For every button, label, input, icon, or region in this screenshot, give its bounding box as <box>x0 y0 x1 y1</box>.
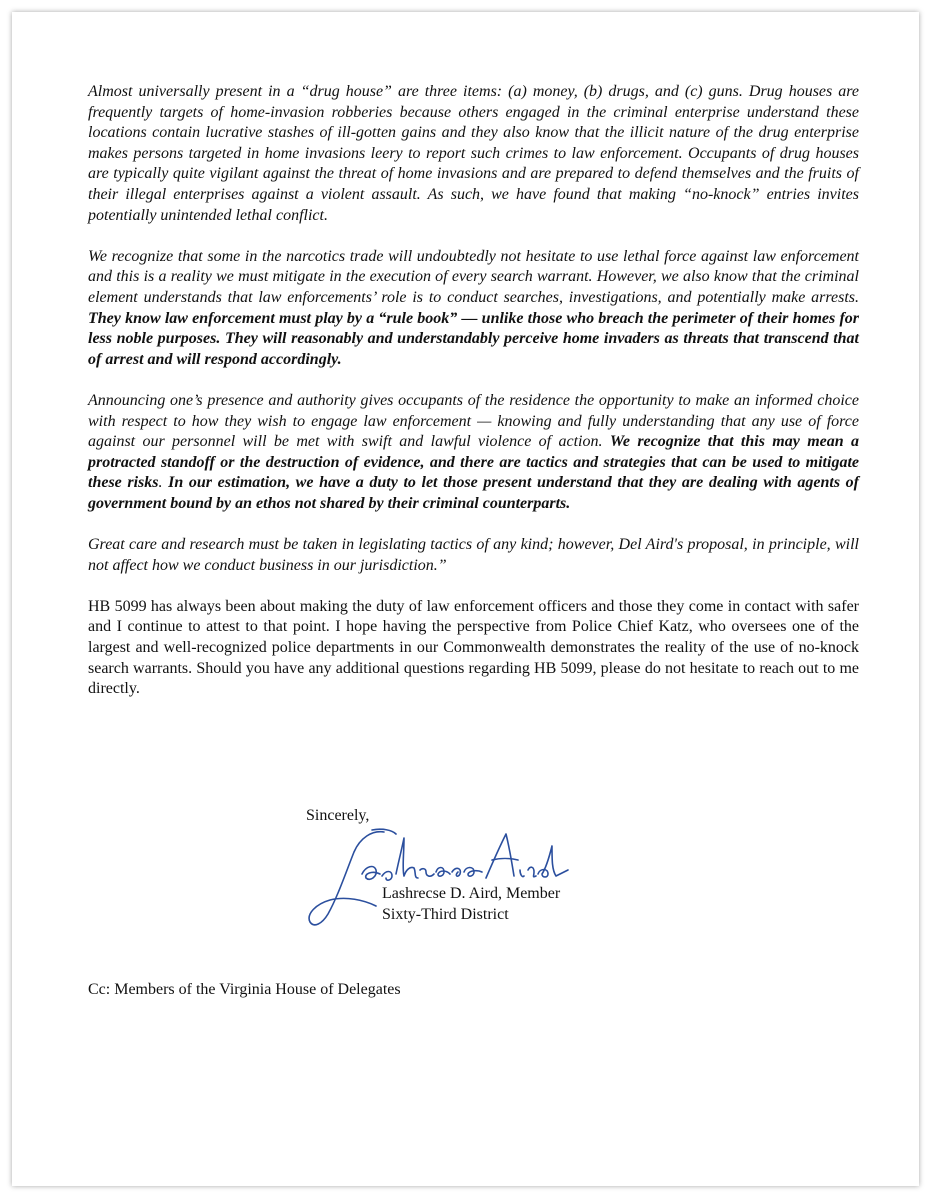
bold-text-run: They know law enforcement must play by a “rule book” — unlike those who breach the perimeter of their homes for less noble purposes. They will reasonably and understandably perceive home invaders as threats that transcend that of arrest and will respond accordingly. <box>88 309 859 368</box>
signer-block <box>382 884 560 925</box>
valediction-block <box>306 806 666 827</box>
signer-name: Lashrecse D. Aird, Member <box>382 885 561 902</box>
quote-paragraph-3 <box>88 391 859 515</box>
text-run: . <box>158 474 169 492</box>
text-run: Great care and research must be taken in legislating tactics of any kind; however, Del Aird's proposal, in principle, will not affect how we conduct business in our jurisdiction.” <box>88 536 859 574</box>
bold-text-run: We recognize that this may mean a protracted standoff or the destruction of evidence, and there are tactics and strategies that can be used to mitigate these risks <box>88 433 859 492</box>
closing-paragraph: HB 5099 has always been about making the duty of law enforcement officers and those they come in contact with safer and I continue to attest to that point. I hope having the perspective from Police Chief Katz, who oversees one of the largest and well-recognized police departments in our Commonwealth demonstrates the reality of the use of no-knock search warrants. Should you have any additional questions regarding HB 5099, please do not hesitate to reach out to me directly. <box>88 597 859 698</box>
quote-paragraph-1 <box>88 82 859 226</box>
text-run: Announcing one’s presence and authority gives occupants of the residence the opportunity to make an informed choice with respect to how they wish to engage law enforcement — knowing and fully understanding that any use of force against our personnel will be met with swift and lawful violence of action. <box>88 391 859 451</box>
document-page <box>12 12 919 1186</box>
cc-line: Cc: Members of the Virginia House of Delegates <box>88 981 401 998</box>
signer-district: Sixty-Third District <box>382 905 509 923</box>
bold-text-run: In our estimation, we have a duty to let those present understand that they are dealing with agents of government bound by an ethos not shared by their criminal counterparts. <box>88 474 860 512</box>
text-run: Almost universally present in a “drug house” are three items: (a) money, (b) drugs, and (c) guns. Drug houses are frequently targets of home-invasion robberies because others engaged in the criminal enterprise understand these locations contain lucrative stashes of ill-gotten gains and they also know that the illicit nature of the drug enterprise makes persons targeted in home invasions leery to report such crimes to law enforcement. Occupants of drug houses are typically quite vigilant against the threat of home invasions and are prepared to defend themselves and the fruits of their illegal enterprises against a violent assault. As such, we have found that making “no-knock” entries invites potentially unintended lethal conflict. <box>88 83 859 224</box>
text-run: We recognize that some in the narcotics trade will undoubtedly not hesitate to use lethal force against law enforcement and this is a reality we must mitigate in the execution of every search warrant. However, we also know that the criminal element understands that law enforcements’ role is to conduct searches, investigations, and potentially make arrests. <box>88 247 859 306</box>
letter-body <box>88 82 859 720</box>
quote-paragraph-4 <box>88 535 859 576</box>
valediction: Sincerely, <box>306 807 370 824</box>
quote-paragraph-2 <box>88 247 859 371</box>
